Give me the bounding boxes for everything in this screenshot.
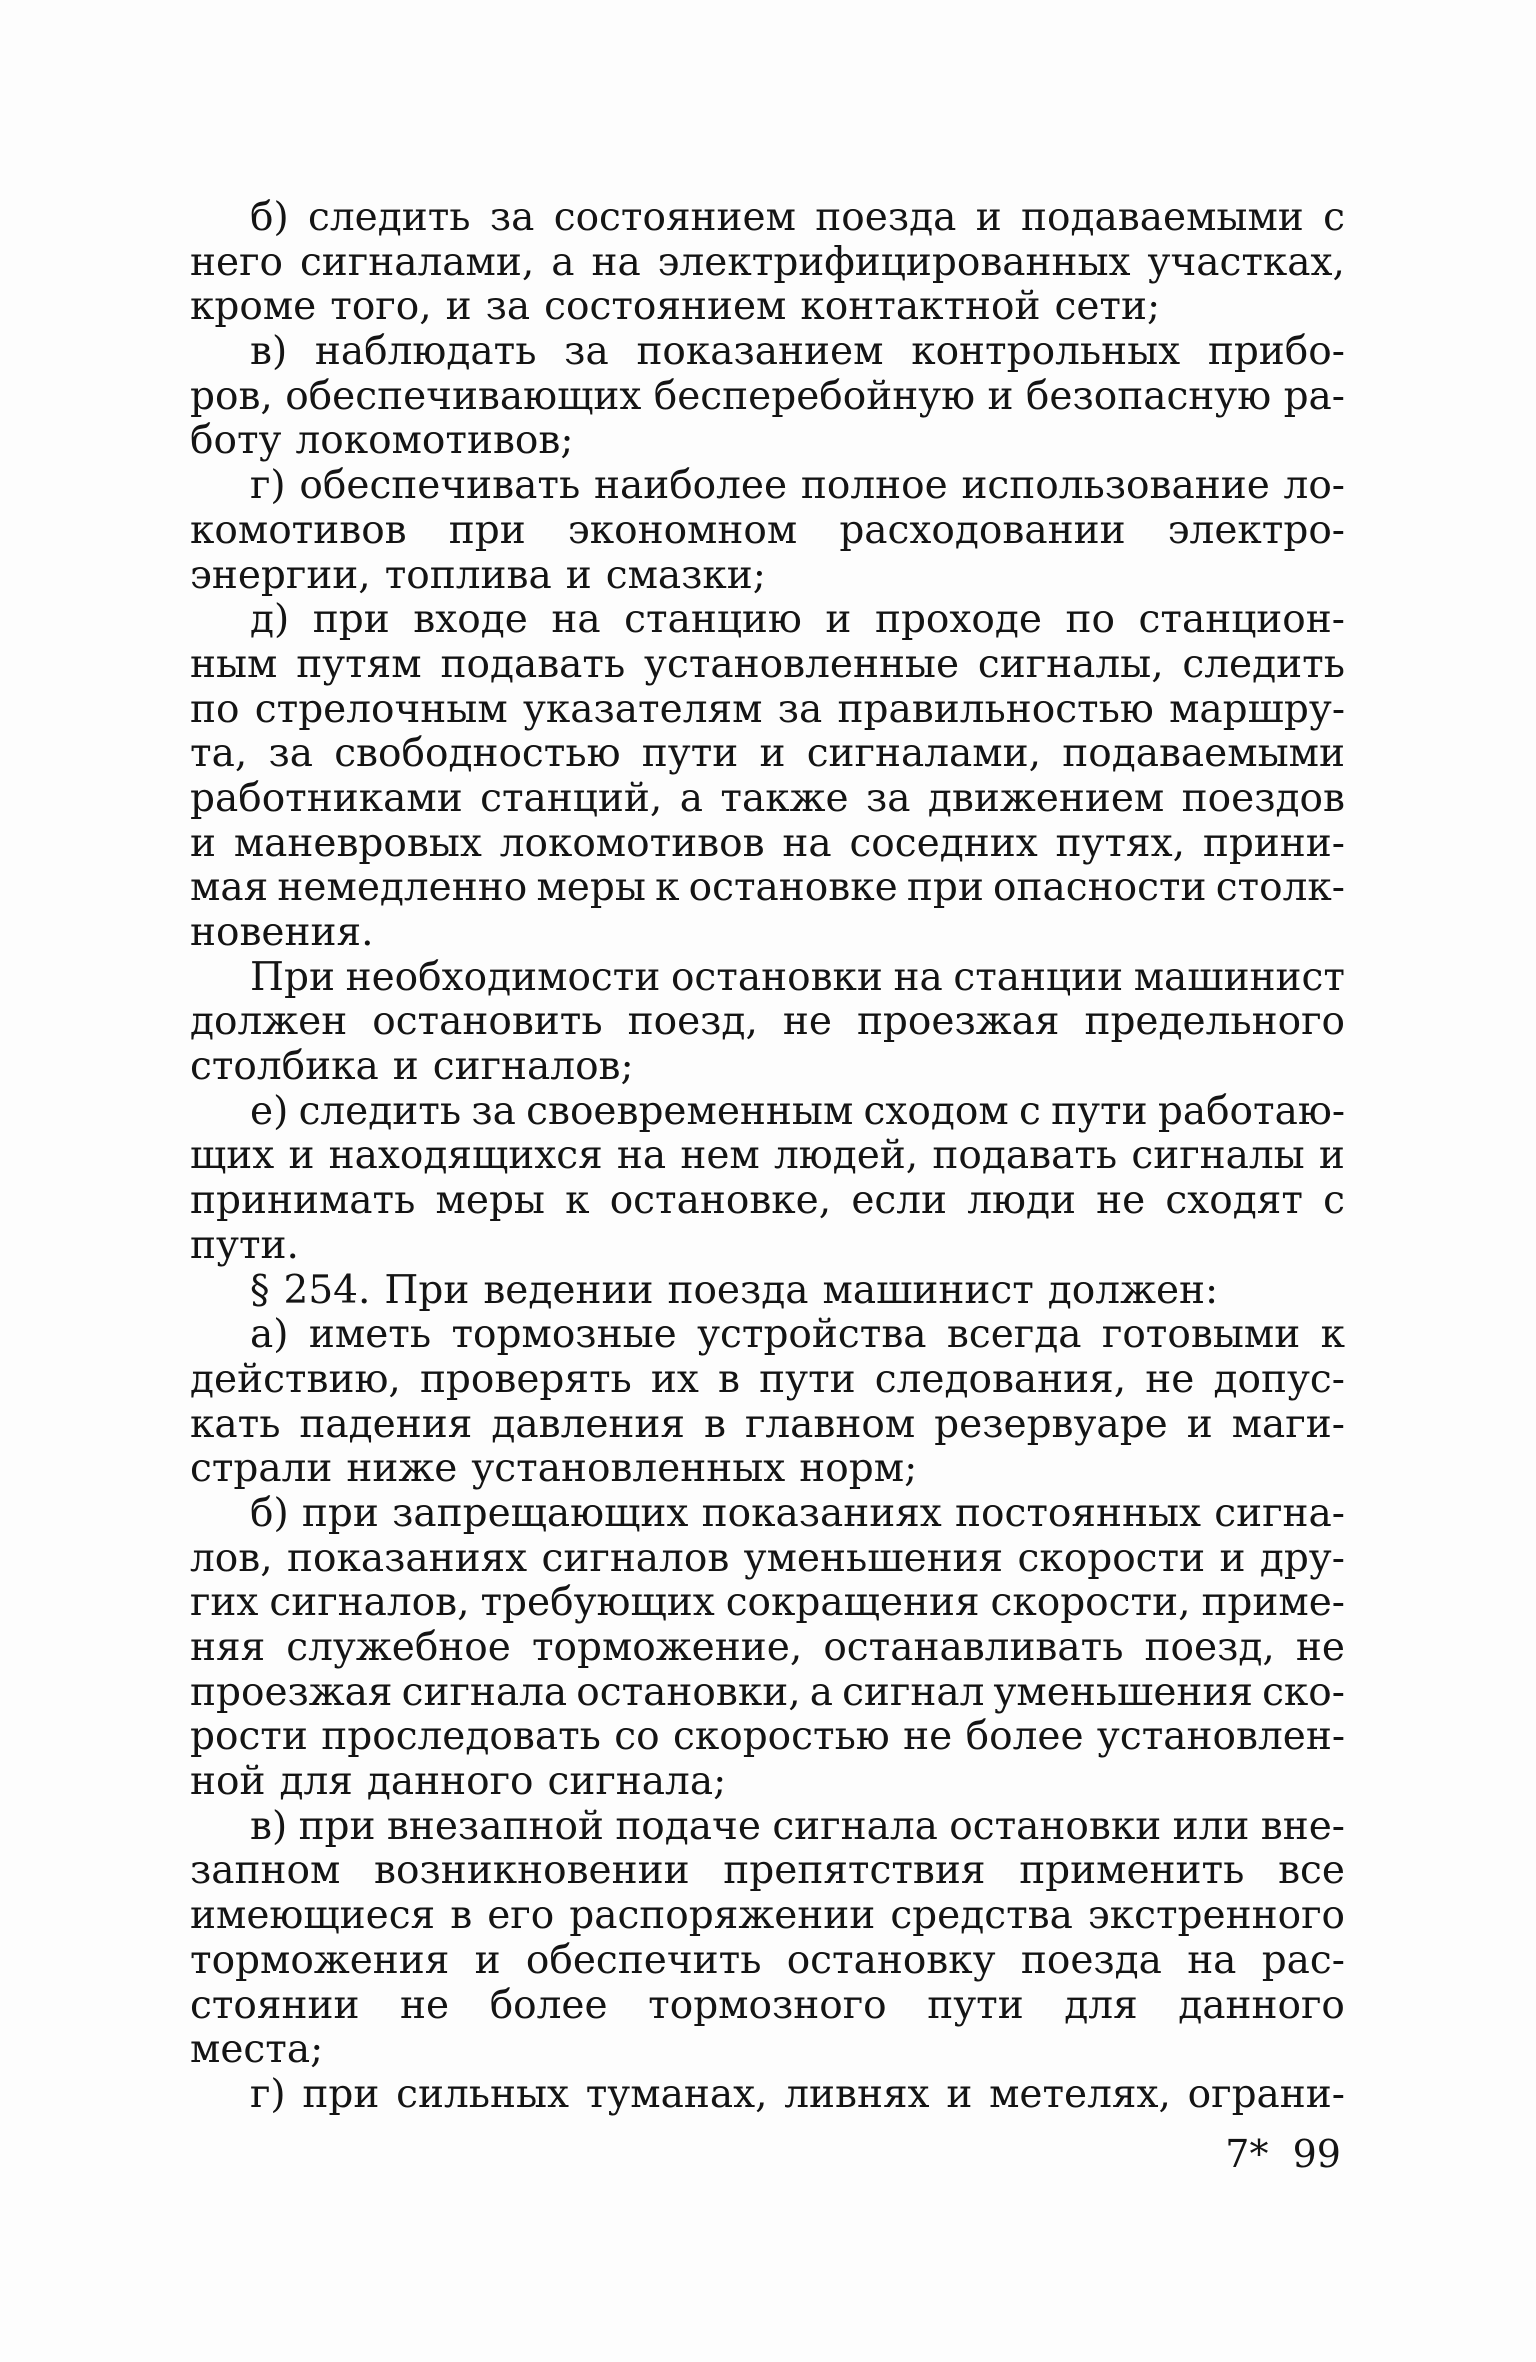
text-line: г) обеспечивать наиболее полное использование ло-	[250, 463, 1345, 509]
text-line: места;	[190, 2027, 324, 2073]
text-line: запном возникновении препятствия применить все	[190, 1848, 1345, 1894]
text-line: стоянии не более тормозного пути для данного	[190, 1982, 1345, 2028]
text-line: пути.	[190, 1222, 299, 1268]
text-line: принимать меры к остановке, если люди не сходят с	[190, 1178, 1345, 1224]
body-text	[190, 196, 1345, 2118]
text-line: него сигналами, а на электрифицированных участках,	[190, 239, 1345, 285]
text-line: кроме того, и за состоянием контактной сети;	[190, 284, 1161, 330]
text-line: лов, показаниях сигналов уменьшения скорости и дру-	[190, 1535, 1345, 1581]
text-line: д) при входе на станцию и проходе по станцион-	[250, 597, 1345, 643]
page-number: 7* 99	[1225, 2132, 1341, 2176]
text-line: г) при сильных туманах, ливнях и метелях, ограни-	[250, 2071, 1345, 2117]
text-line: работниками станций, а также за движением поездов	[190, 775, 1345, 821]
text-line: та, за свободностью пути и сигналами, подаваемыми	[190, 731, 1345, 777]
text-line: рости проследовать со скоростью не более установлен-	[190, 1714, 1345, 1760]
text-line: б) при запрещающих показаниях постоянных сигна-	[250, 1490, 1345, 1536]
text-line: кать падения давления в главном резервуаре и маги-	[190, 1401, 1345, 1447]
text-line: б) следить за состоянием поезда и подаваемыми с	[250, 195, 1345, 240]
text-line: § 254. При ведении поезда машинист должен:	[250, 1267, 1219, 1313]
text-line: боту локомотивов;	[190, 418, 574, 464]
text-line: и маневровых локомотивов на соседних путях, прини-	[190, 820, 1345, 866]
text-line: имеющиеся в его распоряжении средства экстренного	[190, 1893, 1345, 1939]
text-line: в) наблюдать за показанием контрольных прибо-	[250, 329, 1345, 375]
text-line: ным путям подавать установленные сигналы, следить	[190, 641, 1345, 687]
text-line: а) иметь тормозные устройства всегда готовыми к	[250, 1312, 1345, 1358]
text-line: ров, обеспечивающих бесперебойную и безопасную ра-	[190, 373, 1345, 419]
text-line: должен остановить поезд, не проезжая предельного	[190, 999, 1345, 1045]
text-line: действию, проверять их в пути следования, не допус-	[190, 1356, 1345, 1402]
text-line: ной для данного сигнала;	[190, 1759, 727, 1805]
text-line: в) при внезапной подаче сигнала остановки или вне-	[250, 1803, 1345, 1849]
text-line: щих и находящихся на нем людей, подавать сигналы и	[190, 1133, 1345, 1179]
text-line: энергии, топлива и смазки;	[190, 552, 766, 598]
text-line: гих сигналов, требующих сокращения скорости, приме-	[190, 1580, 1345, 1626]
text-line: няя служебное торможение, останавливать поезд, не	[190, 1625, 1345, 1670]
text-line: страли ниже установленных норм;	[190, 1446, 918, 1492]
text-line: При необходимости остановки на станции машинист	[250, 954, 1345, 1000]
text-line: столбика и сигналов;	[190, 1044, 634, 1090]
text-line: проезжая сигнала остановки, а сигнал уменьшения ско-	[190, 1669, 1345, 1715]
text-line: новения.	[190, 910, 374, 955]
text-line: по стрелочным указателям за правильностью маршру-	[190, 686, 1345, 732]
text-line: мая немедленно меры к остановке при опасности столк-	[190, 865, 1345, 911]
text-line: торможения и обеспечить остановку поезда на рас-	[190, 1937, 1345, 1983]
text-line: комотивов при экономном расходовании электро-	[190, 507, 1345, 553]
text-line: е) следить за своевременным сходом с пути работаю-	[250, 1088, 1345, 1134]
